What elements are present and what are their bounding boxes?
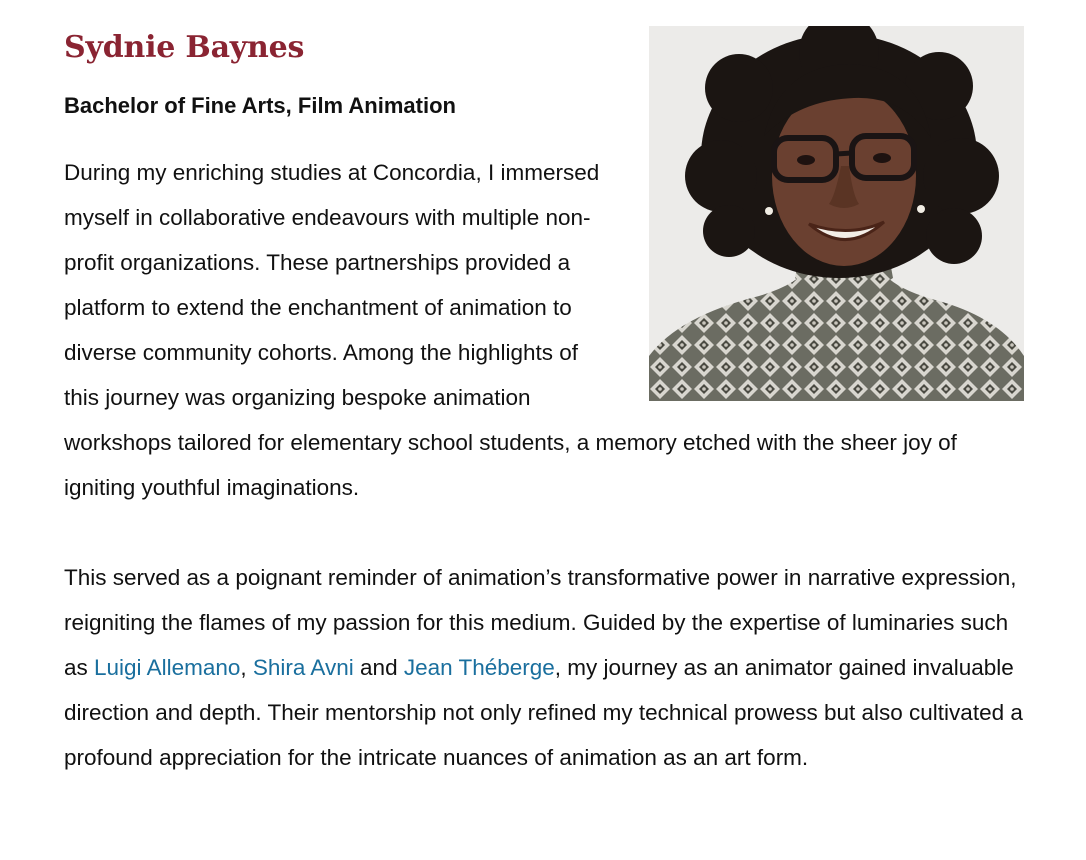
bio-paragraph-1: During my enriching studies at Concordia, I immersed myself in collaborative endeavours with multiple non-profit organizations. These partnerships provided a platform to extend the enchantment of animation to diverse community cohorts. Among the highlights of this journey was organizing bespoke animation workshops tailored for elementary school students, a memory etched with the sheer joy of igniting youthful imaginations. (64, 160, 957, 500)
bio-paragraph-2-text-a: This served as a poignant reminder of animation’s transformative power in narrative expression, reigniting the flames of my passion for this medium. Guided by the expertise of luminaries such as (64, 565, 1017, 680)
portrait-photo (649, 26, 1024, 401)
bio-separator-comma: , (240, 655, 253, 680)
portrait-photo-icon (649, 26, 1024, 401)
bio-paragraph-2 (64, 555, 1024, 780)
bio-paragraph-2-text-b: , my journey as an animator gained invaluable direction and depth. Their mentorship not only refined my technical prowess but also cultivated a profound appreciation for the intricate nuances of animation as an art form. (64, 655, 1023, 770)
link-luigi-allemano[interactable]: Luigi Allemano (94, 655, 241, 680)
link-jean-theberge[interactable]: Jean Théberge (403, 655, 555, 680)
degree-title: Bachelor of Fine Arts, Film Animation (64, 93, 456, 118)
link-shira-avni[interactable]: Shira Avni (252, 655, 354, 680)
paragraph-spacer (64, 510, 1024, 555)
profile-name: Sydnie Baynes (64, 30, 305, 65)
profile-page (64, 24, 1024, 780)
bio-separator-and: and (353, 655, 404, 680)
